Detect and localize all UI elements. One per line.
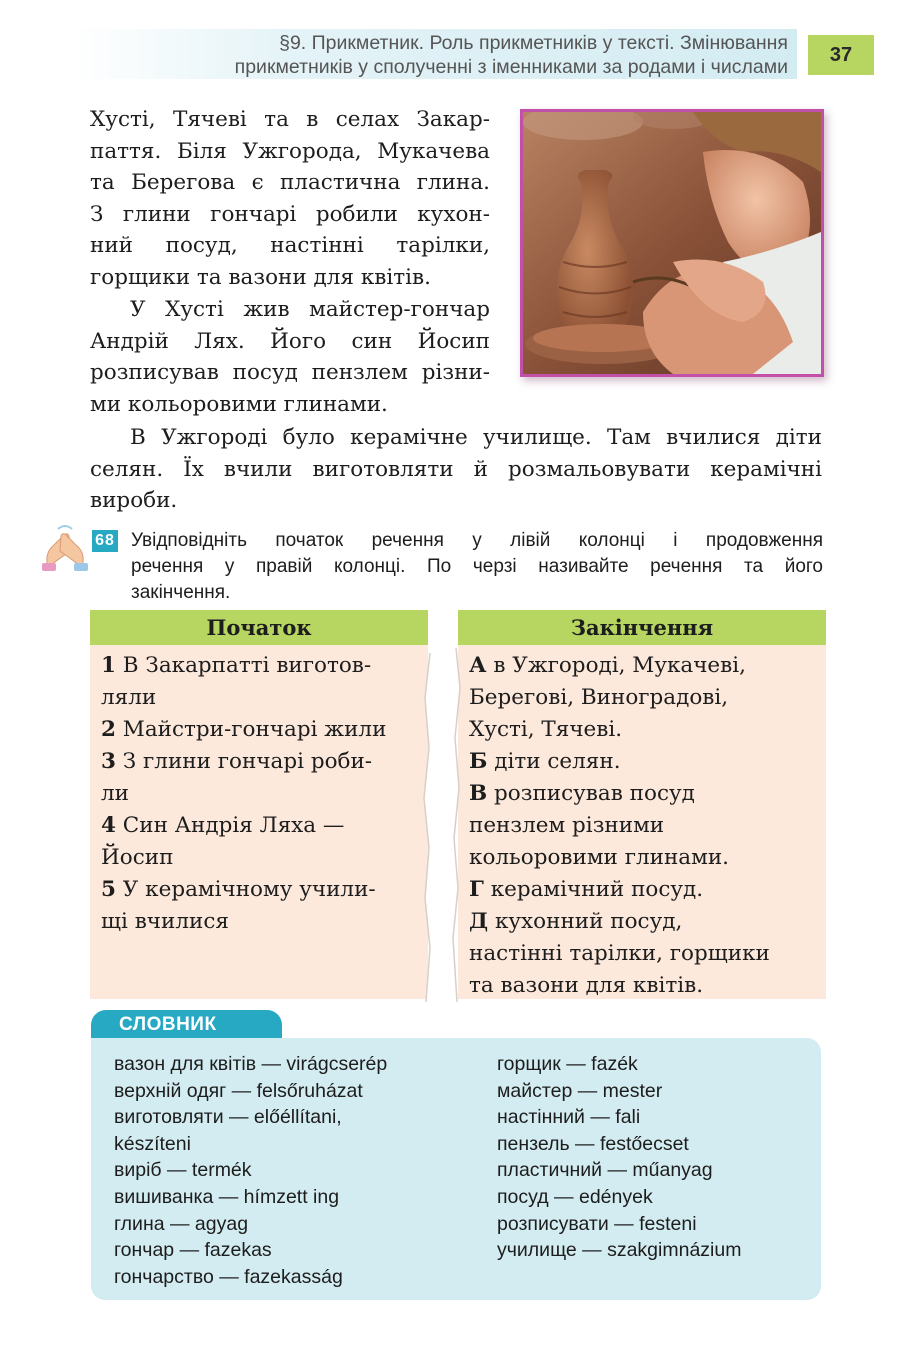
item-text: Берегові, Виноградові,	[469, 685, 729, 710]
dictionary-entry: вазон для квітів — virágcserép	[114, 1053, 388, 1075]
pottery-photo	[520, 109, 824, 377]
dictionary-entry: училище — szakgimnázium	[497, 1239, 742, 1262]
item-text: кухонний посуд,	[488, 909, 683, 934]
section-title-line-2: прикметників у сполученні з іменниками за родами і числами	[234, 56, 788, 78]
dictionary-entry: пензель — festőecset	[497, 1132, 689, 1155]
table-cell-line	[469, 938, 826, 970]
item-text: У керамічному учили-	[115, 877, 376, 902]
text-line: та Берегова є пластична глина.	[90, 170, 490, 196]
table-cell-line	[469, 778, 826, 810]
item-text: Майстри-гончарі жили	[115, 717, 387, 742]
item-marker: Г	[469, 877, 484, 902]
text-line: речення у правій колонці. По черзі називайте речення та його	[131, 556, 823, 577]
dictionary-column-2	[497, 1051, 807, 1264]
torn-paper-divider	[420, 608, 466, 1002]
dictionary-entry: посуд — edények	[497, 1185, 653, 1208]
item-text: в Ужгороді, Мукачеві,	[486, 653, 746, 678]
text-line: ми кольоровими глинами.	[90, 391, 388, 417]
dictionary-entry: гончарство — fazekasság	[114, 1265, 343, 1288]
section-title	[80, 31, 788, 79]
text-line: Увідповідніть початок речення у лівій колонці і продовження	[131, 530, 823, 551]
item-text: щі вчилися	[101, 909, 229, 934]
item-text: Йосип	[101, 845, 174, 870]
text-line: селян. Їх вчили виготовляти й розмальовувати керамічні	[90, 456, 822, 482]
table-cell-line	[469, 970, 826, 1002]
item-text: З глини гончарі роби-	[115, 749, 373, 774]
paragraph-3	[90, 422, 822, 517]
text-line: вироби.	[90, 488, 178, 514]
text-line: розписував посуд пензлем різни-	[90, 360, 490, 386]
table-cell-line	[101, 842, 428, 874]
dictionary-entry: вишиванка — hímzett ing	[114, 1185, 340, 1208]
pottery-photo-icon	[523, 112, 821, 374]
item-marker: 3	[101, 749, 116, 774]
item-text: та вазони для квітів.	[469, 973, 704, 998]
dictionary-entry: розписувати — festeni	[497, 1212, 697, 1235]
item-text: кольоровими глинами.	[469, 845, 730, 870]
item-marker: 1	[101, 653, 116, 678]
table-cell-line	[469, 746, 826, 778]
text-line: У Хусті жив майстер-гончар	[130, 297, 490, 322]
hands-icon	[40, 523, 90, 573]
item-marker: 2	[101, 717, 116, 742]
dictionary-entry: виріб — termék	[114, 1159, 252, 1182]
dictionary-entry: гончар — fazekas	[114, 1239, 272, 1262]
section-title-line-1: §9. Прикметник. Роль прикметників у тексті. Змінювання	[279, 32, 788, 54]
item-text: керамічний посуд.	[483, 877, 704, 902]
dictionary-entry: майстер — mester	[497, 1079, 663, 1102]
table-body-start	[90, 645, 428, 938]
item-marker: 4	[101, 813, 116, 838]
text-line: горщики та вазони для квітів.	[90, 264, 431, 290]
table-cell-line	[101, 650, 428, 682]
table-cell-line	[469, 842, 826, 874]
table-header-start: Початок	[90, 610, 428, 645]
task-number: 68	[92, 530, 118, 552]
dictionary-entry: пластичний — műanyag	[497, 1159, 713, 1182]
item-text: настінні тарілки, горщики	[469, 941, 770, 966]
table-cell-line	[469, 682, 826, 714]
text-line: З глини гончарі робили кухон-	[90, 201, 490, 227]
item-marker: 5	[101, 877, 116, 902]
text-line: В Ужгороді було керамічне училище. Там вчилися діти	[130, 425, 822, 450]
table-cell-line	[469, 650, 826, 682]
table-cell-line	[101, 682, 428, 714]
paragraph-1	[90, 104, 490, 294]
dictionary-entry: верхній одяг — felsőruházat	[114, 1079, 363, 1102]
item-text: пензлем різними	[469, 813, 665, 838]
text-line: паття. Біля Ужгорода, Мукачева	[90, 138, 490, 164]
item-text: діти селян.	[487, 749, 621, 774]
table-body-end	[458, 645, 826, 1002]
dictionary-entry: készíteni	[114, 1132, 191, 1155]
text-line: закінчення.	[131, 582, 231, 603]
dictionary-entry: горщик — fazék	[497, 1053, 638, 1075]
dictionary-entry: настінний — fali	[497, 1106, 641, 1129]
item-marker: В	[469, 781, 488, 806]
table-cell-line	[469, 714, 826, 746]
table-cell-line	[101, 810, 428, 842]
table-column-end	[458, 610, 826, 999]
table-header-end: Закінчення	[458, 610, 826, 645]
text-line: Андрій Лях. Його син Йосип	[90, 328, 490, 354]
item-marker: Д	[469, 909, 489, 934]
page-number: 37	[808, 35, 874, 75]
item-text: Хусті, Тячеві.	[469, 717, 623, 742]
item-text: розписував посуд	[487, 781, 695, 806]
dictionary-title: СЛОВНИК	[91, 1010, 282, 1040]
text-line: ний посуд, настінні тарілки,	[90, 233, 490, 259]
item-text: Син Андрія Ляха —	[115, 813, 345, 838]
table-cell-line	[101, 746, 428, 778]
text-line: Хусті, Тячеві та в селах Закар-	[90, 107, 490, 132]
table-cell-line	[101, 906, 428, 938]
task-instructions	[131, 528, 823, 606]
dictionary-entry: глина — agyag	[114, 1212, 249, 1235]
dictionary-entry: виготовляти — előéllítani,	[114, 1106, 342, 1129]
table-column-start	[90, 610, 428, 999]
item-text: ли	[101, 781, 129, 806]
table-cell-line	[469, 906, 826, 938]
item-text: ляли	[101, 685, 157, 710]
table-cell-line	[469, 810, 826, 842]
table-cell-line	[101, 874, 428, 906]
dictionary-column-1	[114, 1051, 484, 1290]
table-cell-line	[101, 778, 428, 810]
table-cell-line	[101, 714, 428, 746]
table-cell-line	[469, 874, 826, 906]
item-marker: Б	[469, 749, 488, 774]
paragraph-2	[90, 294, 490, 420]
item-text: В Закарпатті виготов-	[115, 653, 372, 678]
item-marker: А	[469, 653, 487, 678]
